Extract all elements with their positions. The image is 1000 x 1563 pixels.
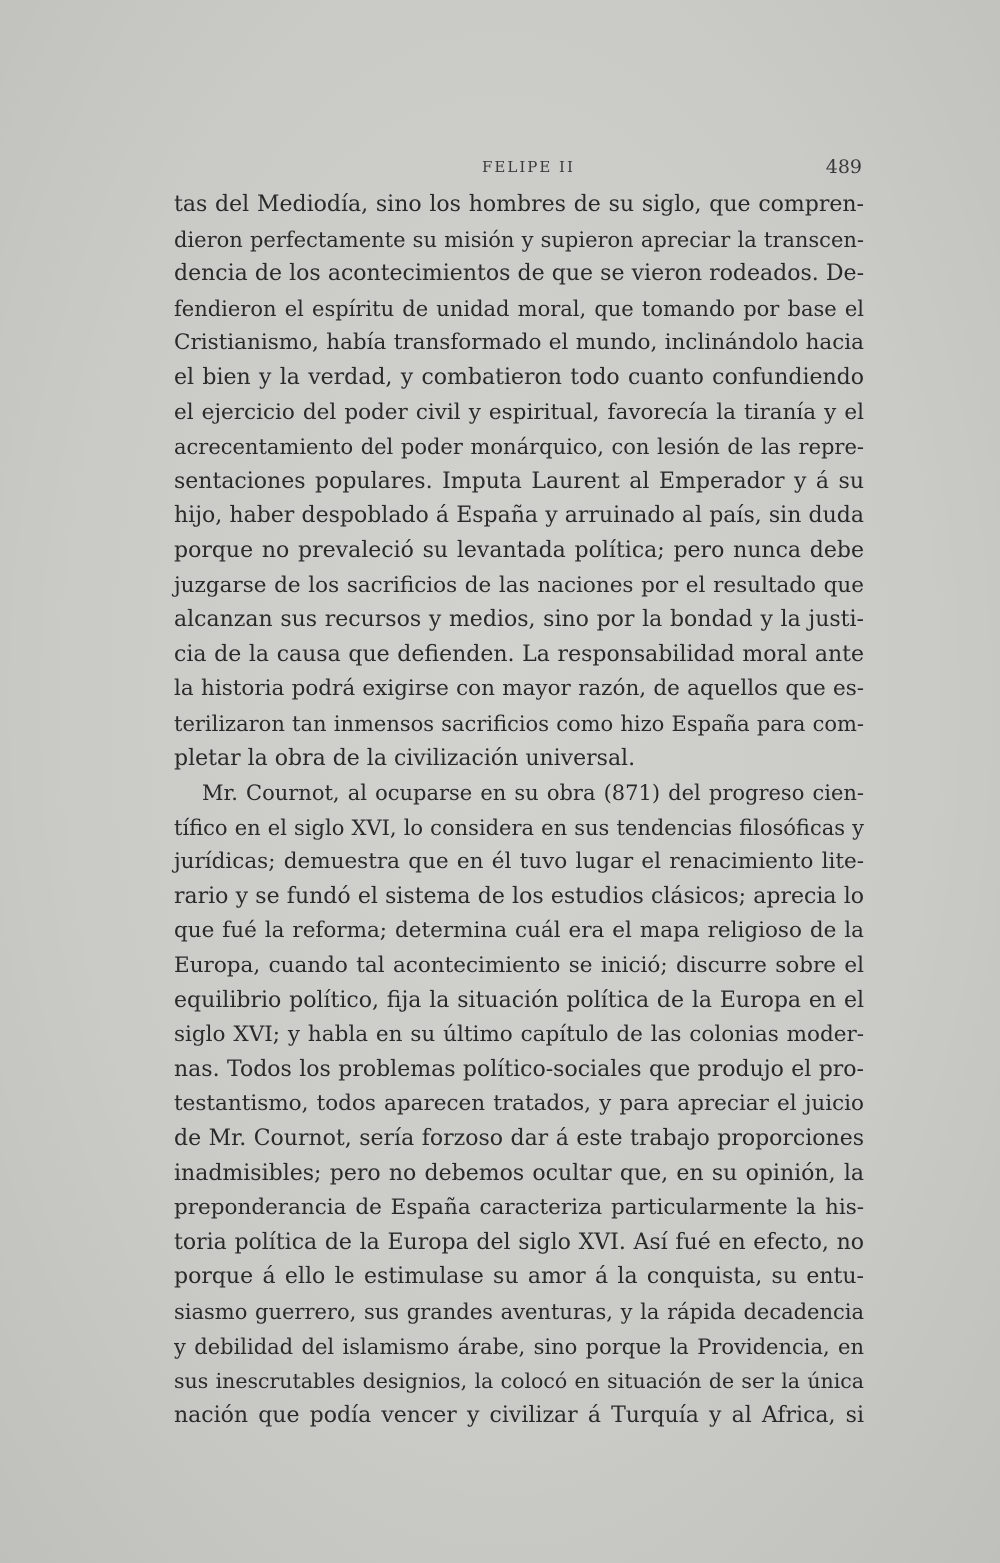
text-line: el ejercicio del poder civil y espiritual, favorecía la tiranía y el — [174, 399, 864, 425]
text-line: hijo, haber despoblado á España y arruinado al país, sin duda — [174, 503, 864, 529]
text-line: equilibrio político, fija la situación política de la Europa en el — [174, 987, 864, 1013]
text-line: siglo XVI; y habla en su último capítulo de las colonias moder- — [174, 1022, 864, 1048]
text-line: y debilidad del islamismo árabe, sino porque la Providencia, en — [174, 1334, 864, 1359]
paragraph-last-line: pletar la obra de la civilización universal. — [174, 745, 636, 771]
body-text — [174, 188, 864, 1433]
text-line: Cristianismo, había transformado el mundo, inclinándolo hacia — [174, 330, 864, 356]
page-number: 489 — [825, 156, 862, 178]
text-line: terilizaron tan inmensos sacrificios como hizo España para com- — [174, 711, 864, 736]
text-line: jurídicas; demuestra que en él tuvo lugar el renacimiento lite- — [174, 849, 864, 875]
text-line: preponderancia de España caracteriza particularmente la his- — [174, 1195, 864, 1221]
text-line: nas. Todos los problemas político-sociales que produjo el pro- — [174, 1056, 864, 1082]
text-line: la historia podrá exigirse con mayor razón, de aquellos que es- — [174, 676, 864, 702]
text-line: alcanzan sus recursos y medios, sino por la bondad y la justi- — [174, 607, 864, 633]
text-line: nación que podía vencer y civilizar á Turquía y al Africa, si — [174, 1402, 864, 1428]
text-line: porque no prevaleció su levantada política; pero nunca debe — [174, 537, 864, 563]
text-line: rario y se fundó el sistema de los estudios clásicos; aprecia lo — [174, 883, 864, 909]
text-line: dencia de los acontecimientos de que se vieron rodeados. De- — [174, 261, 864, 287]
text-line: sus inescrutables designios, la colocó en situación de ser la única — [174, 1369, 864, 1394]
text-line: sentaciones populares. Imputa Laurent al Emperador y á su — [174, 468, 864, 494]
text-line: Europa, cuando tal acontecimiento se inició; discurre sobre el — [174, 953, 864, 979]
text-line: tas del Mediodía, sino los hombres de su siglo, que compren- — [174, 192, 864, 217]
text-line: inadmisibles; pero no debemos ocultar que, en su opinión, la — [174, 1160, 864, 1186]
text-line: dieron perfectamente su misión y supieron apreciar la transcen- — [174, 227, 864, 252]
text-line: cia de la causa que defienden. La responsabilidad moral ante — [174, 641, 864, 667]
text-line: toria política de la Europa del siglo XVI. Así fué en efecto, no — [174, 1229, 864, 1255]
text-line: fendieron el espíritu de unidad moral, que tomando por base el — [174, 296, 864, 321]
text-line: porque á ello le estimulase su amor á la conquista, su entu- — [174, 1264, 864, 1290]
paragraph-first-line: Mr. Cournot, al ocuparse en su obra (871) del progreso cien- — [202, 781, 864, 806]
text-line: testantismo, todos aparecen tratados, y para apreciar el juicio — [174, 1091, 864, 1117]
running-head — [176, 158, 862, 182]
text-line: que fué la reforma; determina cuál era el mapa religioso de la — [174, 918, 864, 944]
text-line: tífico en el siglo XVI, lo considera en sus tendencias filosóficas y — [174, 815, 864, 840]
text-line: de Mr. Cournot, sería forzoso dar á este trabajo proporciones — [174, 1126, 864, 1152]
text-line: acrecentamiento del poder monárquico, con lesión de las repre- — [174, 435, 864, 460]
text-line: el bien y la verdad, y combatieron todo cuanto confundiendo — [174, 364, 864, 390]
text-line: juzgarse de los sacrificios de las naciones por el resultado que — [174, 572, 864, 598]
running-title: FELIPE II — [482, 158, 575, 176]
text-line: siasmo guerrero, sus grandes aventuras, y la rápida decadencia — [174, 1300, 864, 1324]
